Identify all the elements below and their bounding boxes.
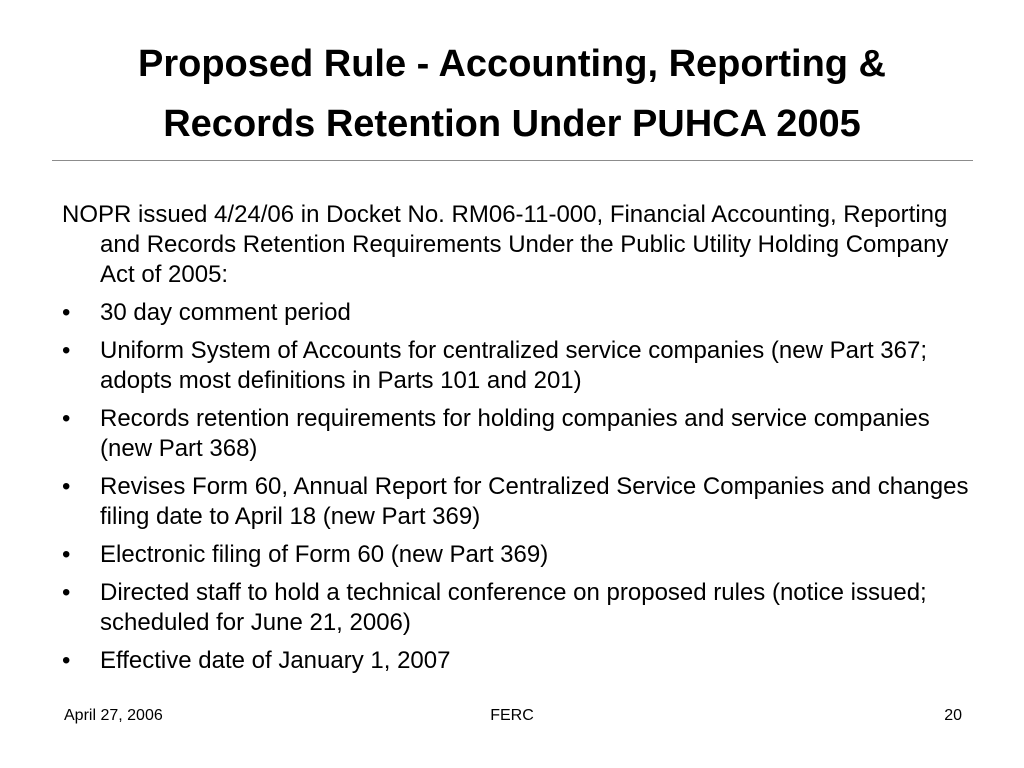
bullet-icon: • [62,541,71,568]
bullet-item [62,298,972,328]
bullet-item [62,336,972,396]
bullet-item [62,472,972,532]
slide-title [40,34,984,154]
bullet-item [62,404,972,464]
bullet-icon: • [62,299,71,326]
bullet-text: Electronic filing of Form 60 (new Part 369) [100,541,549,568]
footer-organization: FERC [490,707,534,724]
slide-title-line-2: Records Retention Under PUHCA 2005 [163,103,861,145]
footer-date: April 27, 2006 [64,707,163,724]
bullet-icon: • [62,473,71,500]
bullet-text: 30 day comment period [100,299,351,326]
bullet-item [62,578,972,638]
bullet-item [62,540,972,570]
bullet-text: Uniform System of Accounts for centralized service companies (new Part 367; adopts most definitions in Parts 101 and 201) [100,337,928,394]
title-divider [52,160,973,161]
bullet-icon: • [62,579,71,606]
bullet-text: Effective date of January 1, 2007 [100,647,451,674]
slide-title-line-1: Proposed Rule - Accounting, Reporting & [137,43,887,85]
intro-paragraph: NOPR issued 4/24/06 in Docket No. RM06-11-000, Financial Accounting, Reporting and Records Retention Requirements Under the Public Utility Holding Company Act of 2005: [62,201,949,288]
bullet-icon: • [62,405,71,432]
bullet-icon: • [62,647,71,674]
bullet-text: Records retention requirements for holding companies and service companies (new Part 368) [100,405,930,462]
bullet-item [62,646,972,676]
footer-page-number: 20 [944,707,962,724]
bullet-icon: • [62,337,71,364]
bullet-list [62,298,972,676]
bullet-text: Revises Form 60, Annual Report for Centralized Service Companies and changes filing date to April 18 (new Part 369) [100,473,969,530]
bullet-text: Directed staff to hold a technical conference on proposed rules (notice issued; scheduled for June 21, 2006) [100,579,927,636]
slide-body [62,200,972,684]
